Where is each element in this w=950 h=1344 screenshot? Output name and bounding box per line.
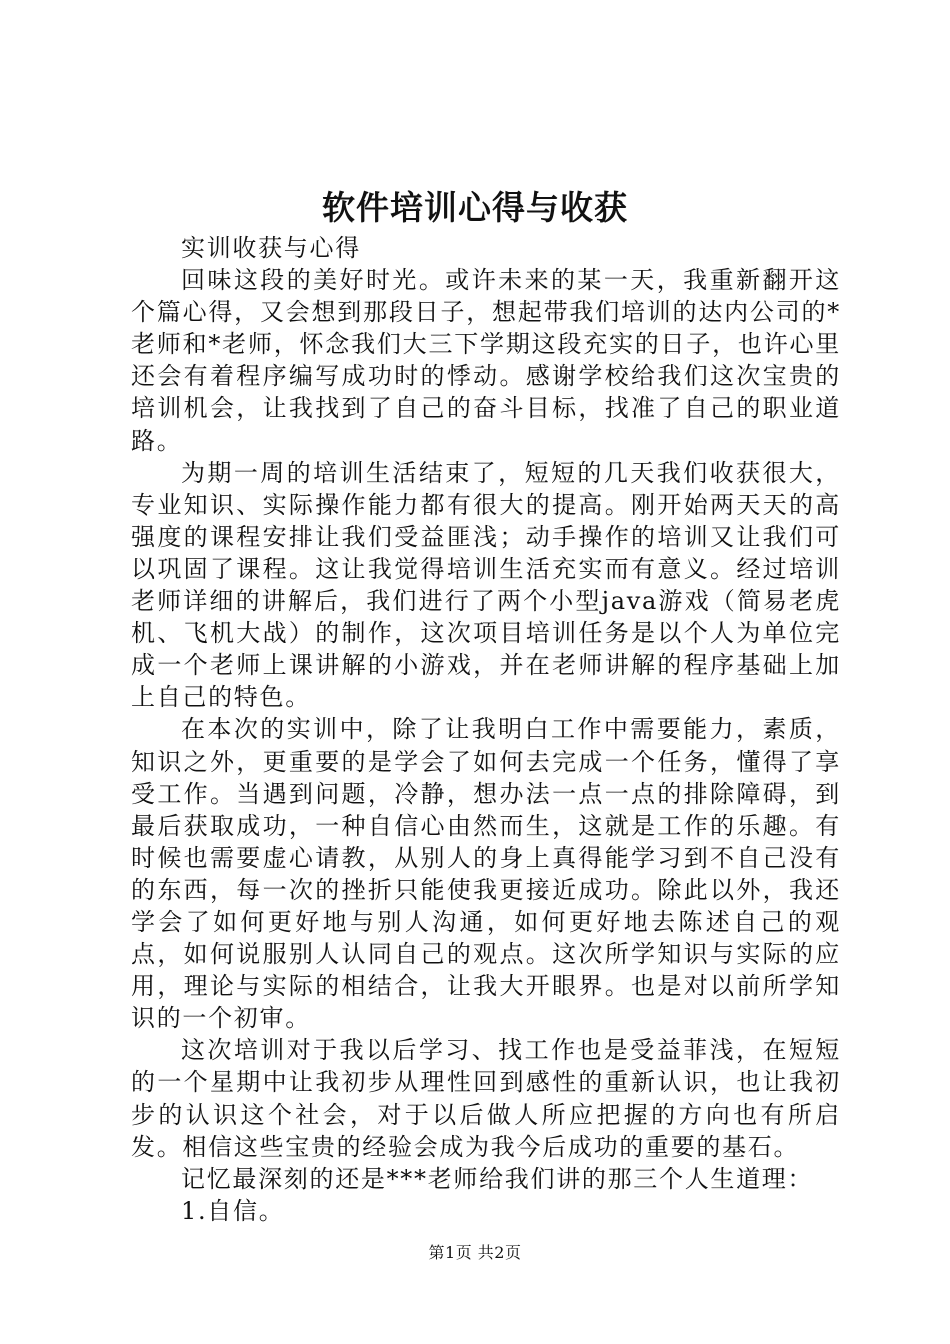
paragraph: 为期一周的培训生活结束了，短短的几天我们收获很大，专业知识、实际操作能力都有很大的提高。刚开始两天天的高强度的课程安排让我们受益匪浅；动手操作的培训又让我们可以巩固了课程。这让我觉得培训生活充实而有意义。经过培训老师详细的讲解后，我们进行了两个小型java游戏（简易老虎机、飞机大战）的制作，这次项目培训任务是以个人为单位完成一个老师上课讲解的小游戏，并在老师讲解的程序基础上加上自己的特色。 (131, 458, 841, 712)
paragraph: 在本次的实训中，除了让我明白工作中需要能力，素质，知识之外，更重要的是学会了如何去完成一个任务，懂得了享受工作。当遇到问题，冷静，想办法一点一点的排除障碍，到最后获取成功，一种自信心由然而生，这就是工作的乐趣。有时候也需要虚心请教，从别人的身上真得能学习到不自己没有的东西，每一次的挫折只能使我更接近成功。除此以外，我还学会了如何更好地与别人沟通，如何更好地去陈述自己的观点，如何说服别人认同自己的观点。这次所学知识与实际的应用，理论与实际的相结合，让我大开眼界。也是对以前所学知识的一个初审。 (131, 715, 841, 1033)
list-item: 1.自信。 (181, 1196, 285, 1225)
section-heading: 实训收获与心得 (181, 234, 361, 262)
paragraph: 这次培训对于我以后学习、找工作也是受益菲浅，在短短的一个星期中让我初步从理性回到感性的重新认识，也让我初步的认识这个社会，对于以后做人所应把握的方向也有所启发。相信这些宝贵的经验会成为我今后成功的重要的基石。 (131, 1036, 841, 1161)
paragraph: 记忆最深刻的还是***老师给我们讲的那三个人生道理： (181, 1164, 814, 1193)
page-footer: 第1页 共2页 (428, 1243, 522, 1262)
document-title: 软件培训心得与收获 (322, 188, 628, 227)
paragraph: 回味这段的美好时光。或许未来的某一天，我重新翻开这个篇心得，又会想到那段日子，想起带我们培训的达内公司的*老师和*老师，怀念我们大三下学期这段充实的日子，也许心里还会有着程序编写成功时的悸动。感谢学校给我们这次宝贵的培训机会，让我找到了自己的奋斗目标，找准了自己的职业道路。 (131, 266, 841, 455)
document-body (131, 232, 841, 1227)
